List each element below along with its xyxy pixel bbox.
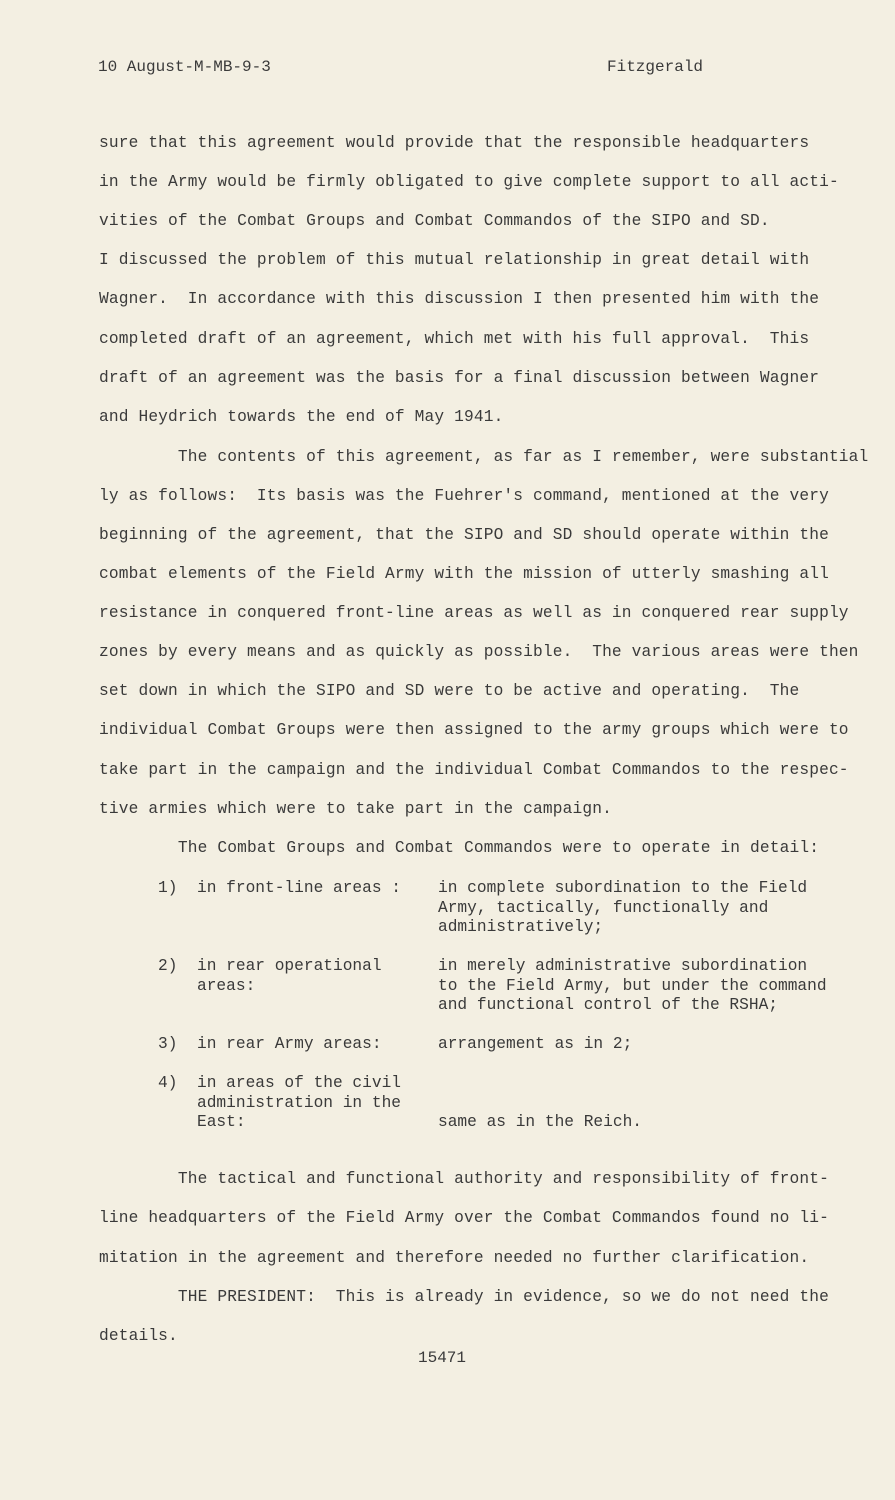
list-item-number: 3) [158, 1035, 178, 1053]
text-line: ly as follows: Its basis was the Fuehrer's command, mentioned at the very [99, 487, 829, 505]
speaker-name: Fitzgerald [607, 58, 704, 76]
text-line: mitation in the agreement and therefore needed no further clarification. [99, 1249, 810, 1267]
text-line: combat elements of the Field Army with the mission of utterly smashing all [99, 565, 829, 583]
text-line: sure that this agreement would provide that the responsible headquarters [99, 134, 810, 152]
text-line: details. [99, 1327, 178, 1345]
text-line: Wagner. In accordance with this discussion I then presented him with the [99, 290, 820, 308]
text-line: take part in the campaign and the individual Combat Commandos to the respec- [99, 761, 849, 779]
text-line: tive armies which were to take part in the campaign. [99, 800, 612, 818]
list-item-label: in rear Army areas: [197, 1035, 382, 1053]
text-line: completed draft of an agreement, which met with his full approval. This [99, 330, 810, 348]
text-line: The contents of this agreement, as far as I remember, were substantial [99, 448, 869, 466]
list-item-number: 2) [158, 957, 178, 975]
text-line: THE PRESIDENT: This is already in evidence, so we do not need the [99, 1288, 829, 1306]
text-line: resistance in conquered front-line areas as well as in conquered rear supply [99, 604, 849, 622]
list-item-description: in complete subordination to the Field Army, tactically, functionally and administratively; [438, 879, 808, 936]
text-line: and Heydrich towards the end of May 1941. [99, 408, 504, 426]
text-line: zones by every means and as quickly as possible. The various areas were then [99, 643, 859, 661]
text-line: The Combat Groups and Combat Commandos were to operate in detail: [99, 839, 820, 857]
list-item-description: in merely administrative subordination to the Field Army, but under the command and functional control of the RSHA; [438, 957, 827, 1014]
text-line: individual Combat Groups were then assigned to the army groups which were to [99, 721, 849, 739]
document-reference: 10 August-M-MB-9-3 [98, 58, 271, 76]
text-line: The tactical and functional authority and responsibility of front- [99, 1170, 829, 1188]
text-line: I discussed the problem of this mutual relationship in great detail with [99, 251, 810, 269]
list-item-number: 1) [158, 879, 178, 897]
list-item-label: in front-line areas : [197, 879, 401, 897]
list-item-label: in areas of the civil administration in the East: [197, 1074, 401, 1131]
text-line: draft of an agreement was the basis for a final discussion between Wagner [99, 369, 820, 387]
list-item-description: arrangement as in 2; [438, 1035, 633, 1053]
text-line: beginning of the agreement, that the SIPO and SD should operate within the [99, 526, 829, 544]
text-line: in the Army would be firmly obligated to give complete support to all acti- [99, 173, 839, 191]
page-number: 15471 [418, 1349, 467, 1367]
text-line: vities of the Combat Groups and Combat Commandos of the SIPO and SD. [99, 212, 770, 230]
text-line: set down in which the SIPO and SD were to be active and operating. The [99, 682, 800, 700]
list-item-description: same as in the Reich. [438, 1113, 642, 1131]
list-item-label: in rear operational areas: [197, 957, 382, 995]
list-item-number: 4) [158, 1074, 178, 1092]
text-line: line headquarters of the Field Army over the Combat Commandos found no li- [99, 1209, 829, 1227]
